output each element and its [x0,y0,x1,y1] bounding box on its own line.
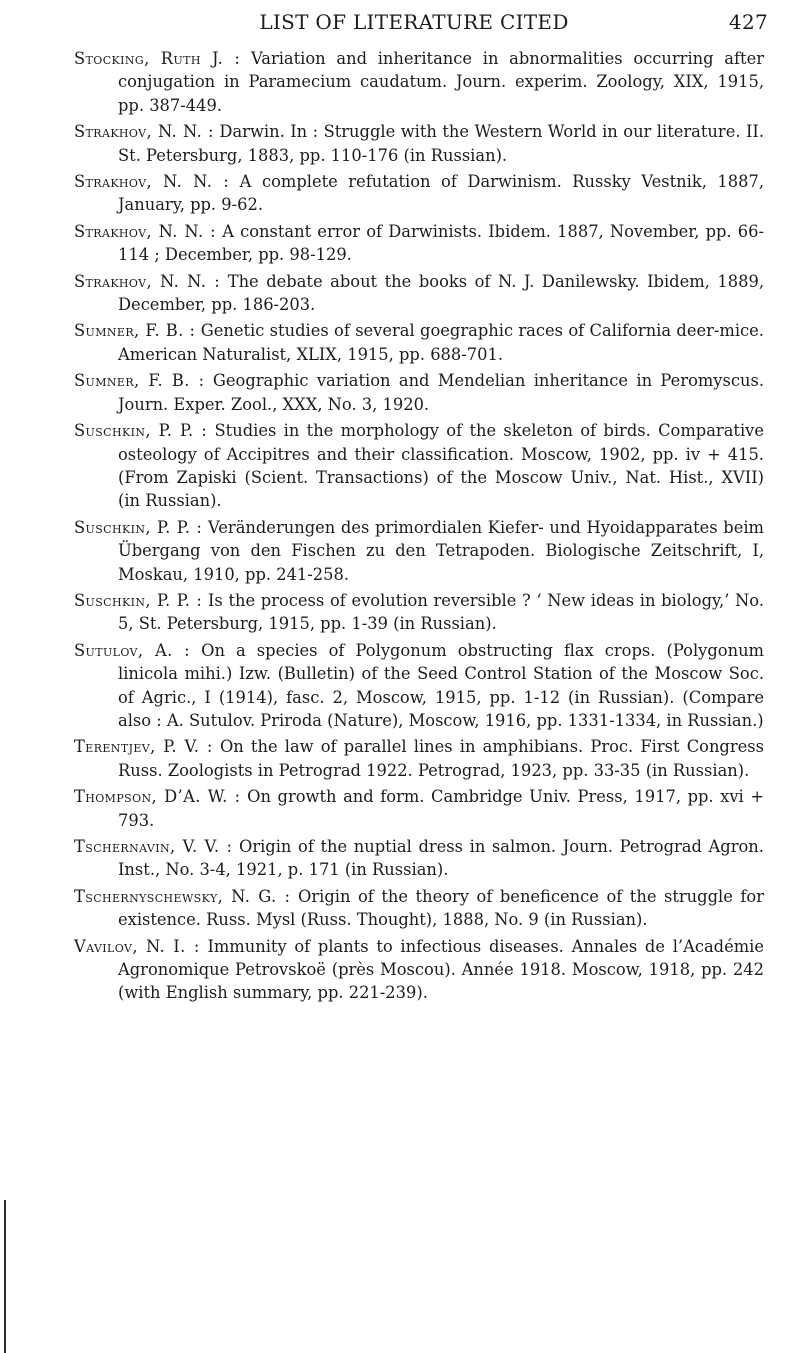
reference-entry [74,639,764,733]
reference-author: Sutulov, A. : [74,640,191,660]
reference-author: Stocking, Ruth J. : [74,49,241,68]
reference-entry [74,220,764,267]
reference-text: On growth and form. Cambridge Univ. Press, 1917, pp. xvi + 793. [118,787,764,830]
reference-author: Strakhov, N. N. : [74,172,230,192]
reference-entry [74,735,764,782]
reference-text: Is the process of evolution reversible ? ‘ New ideas in biology,’ No. 5, St. Petersburg, 1915, pp. 1-39 (in Russian). [118,590,764,634]
reference-text: The debate about the books of N. J. Danilewsky. Ibidem, 1889, December, pp. 186-203. [118,271,764,315]
reference-list [74,47,764,1008]
reference-text: On the law of parallel lines in amphibians. Proc. First Congress Russ. Zoologists in Petrograd 1922. Petrograd, 1923, pp. 33-35 (in Russian). [118,737,764,780]
reference-text: Variation and inheritance in abnormalities occurring after conjugation in Paramecium caudatum. Journ. experim. Zoology, XIX, 1915, pp. 387-449. [118,49,764,115]
reference-author: Thompson, D’A. W. : [74,787,241,807]
reference-entry [74,270,764,317]
reference-entry [74,885,764,932]
reference-text: A constant error of Darwinists. Ibidem. 1887, November, pp. 66-114 ; December, pp. 98-129. [118,221,764,265]
reference-text: Origin of the nuptial dress in salmon. Journ. Petrograd Agron. Inst., No. 3-4, 1921, p. 171 (in Russian). [118,837,764,880]
reference-entry [74,120,764,167]
reference-author: Tschernavin, V. V. : [74,837,233,856]
reference-entry [74,516,764,586]
reference-author: Suschkin, P. P. : [74,421,208,441]
running-head [60,7,768,37]
reference-text: Veränderungen des primordialen Kiefer- und Hyoidapparates beim Übergang von den Fischen zu den Tetrapoden. Biologische Zeitschrift, I, Moskau, 1910, pp. 241-258. [118,517,764,584]
reference-author: Strakhov, N. N. : [74,271,221,291]
reference-entry [74,419,764,513]
reference-entry [74,835,764,882]
reference-entry [74,935,764,1005]
reference-entry [74,369,764,416]
reference-author: Strakhov, N. N. : [74,221,217,241]
reference-author: Strakhov, N. N. : [74,122,214,142]
reference-text: Darwin. In : Struggle with the Western World in our literature. II. St. Petersburg, 1883, pp. 110-176 (in Russian). [118,122,765,165]
reference-text: Genetic studies of several goegraphic races of California deer-mice. American Naturalist, XLIX, 1915, pp. 688-701. [118,321,764,364]
reference-author: Vavilov, N. I. : [74,936,200,956]
reference-entry [74,170,764,217]
reference-text: Immunity of plants to infectious diseases. Annales de l’Académie Agronomique Petrovskoë (près Moscou). Année 1918. Moscow, 1918, pp. 242 (with English summary, pp. 221-239). [118,936,764,1003]
reference-text: Studies in the morphology of the skeleton of birds. Comparative osteology of Accipitres and their classification. Moscow, 1902, pp. iv + 415. (From Zapiski (Scient. Transactions) of the Moscow Univ., Nat. Hist., XVII) (in Russian). [118,421,764,511]
reference-author: Suschkin, P. P. : [74,590,203,610]
reference-author: Suschkin, P. P. : [74,517,203,537]
reference-entry [74,319,764,366]
reference-author: Sumner, F. B. : [74,321,196,341]
reference-author: Terentjev, P. V. : [74,737,213,757]
reference-text: A complete refutation of Darwinism. Russky Vestnik, 1887, January, pp. 9-62. [118,172,765,215]
reference-author: Sumner, F. B. : [74,371,205,391]
reference-entry [74,589,764,636]
gutter-rule [4,1200,6,1353]
reference-entry [74,47,764,117]
reference-author: Tschernyschewsky, N. G. : [74,886,291,906]
reference-text: Geographic variation and Mendelian inheritance in Peromyscus. Journ. Exper. Zool., XXX, No. 3, 1920. [118,371,764,414]
page-title: LIST OF LITERATURE CITED [259,10,569,34]
reference-text: On a species of Polygonum obstructing flax crops. (Polygonum linicola mihi.) Izw. (Bulletin) of the Seed Control Station of the Moscow Soc. of Agric., I (1914), fasc. 2, Moscow, 1915, pp. 1-12 (in Russian). (Compare also : A. Sutulov. Priroda (Nature), Moscow, 1916, pp. 1331-1334, in Russian.) [118,640,764,730]
reference-text: Origin of the theory of beneficence of the struggle for existence. Russ. Mysl (Russ. Thought), 1888, No. 9 (in Russian). [118,886,764,930]
page-number: 427 [728,10,768,34]
reference-entry [74,785,764,832]
